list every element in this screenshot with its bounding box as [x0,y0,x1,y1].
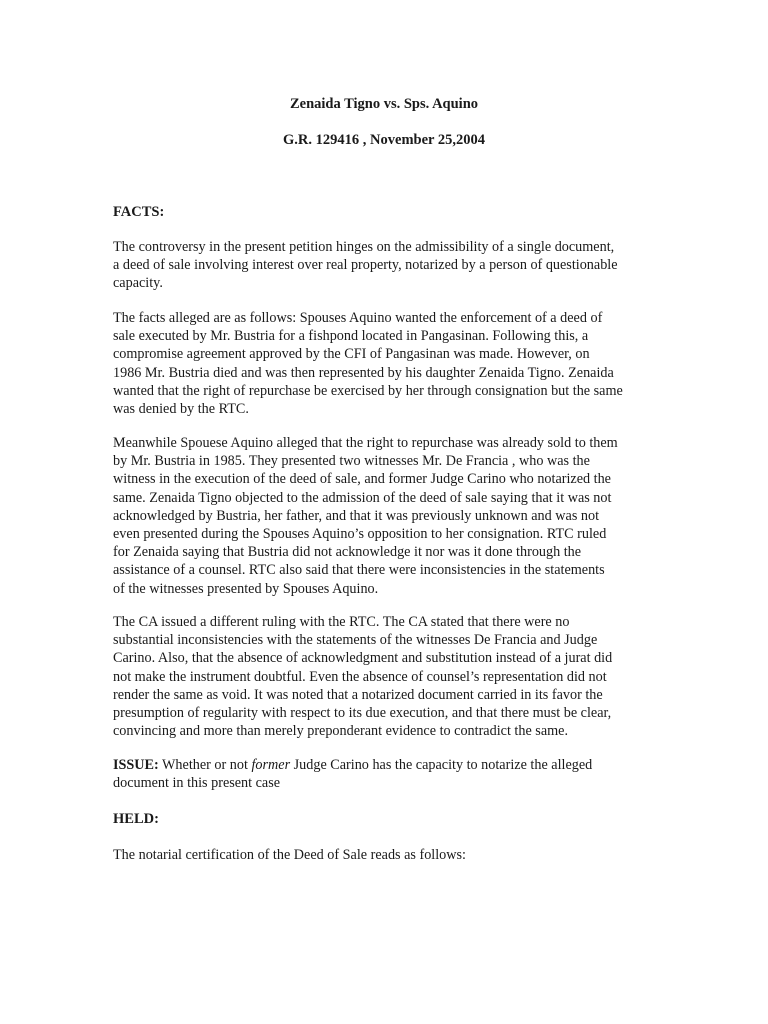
facts-heading: FACTS: [113,204,165,220]
facts-paragraph-3 [113,434,658,598]
held-paragraph-1 [113,846,658,864]
issue-paragraph [113,756,658,792]
text-line: The CA issued a different ruling with the RTC. The CA stated that there were no [113,614,570,630]
text-line: convincing and more than merely preponderant evidence to contradict the same. [113,723,569,740]
text-line: same. Zenaida Tigno objected to the admission of the deed of sale saying that it was not [113,489,612,506]
issue-label: ISSUE: [113,757,159,773]
case-number: G.R. 129416 , November 25,2004 [283,132,485,148]
facts-paragraph-2 [113,309,658,418]
text-line: Meanwhile Spouese Aquino alleged that the right to repurchase was already sold to them [113,435,618,451]
text-line: Carino. Also, that the absence of acknowledgment and substitution instead of a jurat did [113,650,613,667]
text-line: presumption of regularity with respect to its due execution, and that there must be clear, [113,705,612,722]
text-line: wanted that the right of repurchase be exercised by her through consignation but the same [113,382,623,399]
text-line: 1986 Mr. Bustria died and was then represented by his daughter Zenaida Tigno. Zenaida [113,364,614,381]
facts-paragraph-4 [113,613,658,740]
text-line: by Mr. Bustria in 1985. They presented two witnesses Mr. De Francia , who was the [113,453,590,470]
text-line: compromise agreement approved by the CFI of Pangasinan was made. However, on [113,346,590,363]
text-line: render the same as void. It was noted that a notarized document carried in its favor the [113,686,603,703]
text-line [113,756,658,774]
text-line: substantial inconsistencies with the statements of the witnesses De Francia and Judge [113,632,598,649]
text-line: capacity. [113,275,163,292]
text-line: document in this present case [113,775,281,792]
text-line: witness in the execution of the deed of sale, and former Judge Carino who notarized the [113,471,611,488]
held-heading: HELD: [113,811,159,827]
text-line: even presented during the Spouses Aquino’s opposition to her consignation. RTC ruled [113,526,607,543]
case-title: Zenaida Tigno vs. Sps. Aquino [289,96,479,112]
text-line: was denied by the RTC. [113,401,249,418]
text-line: a deed of sale involving interest over real property, notarized by a person of questionable [113,257,618,274]
text-line: sale executed by Mr. Bustria for a fishpond located in Pangasinan. Following this, a [113,328,589,345]
text-line: The facts alleged are as follows: Spouses Aquino wanted the enforcement of a deed of [113,310,603,326]
text-line: assistance of a counsel. RTC also said that there were inconsistencies in the statements [113,562,605,579]
text-line: The notarial certification of the Deed of Sale reads as follows: [113,847,466,863]
issue-text: Judge Carino has the capacity to notarize the alleged [290,757,593,773]
text-line: The controversy in the present petition hinges on the admissibility of a single document, [113,239,615,255]
issue-italic: former [251,757,291,773]
issue-text: Whether or not [158,757,252,773]
text-line: acknowledged by Bustria, her father, and that it was previously unknown and was not [113,507,600,524]
text-line: of the witnesses presented by Spouses Aquino. [113,580,379,597]
text-line: not make the instrument doubtful. Even the absence of counsel’s representation did not [113,668,607,685]
text-line: for Zenaida saying that Bustria did not acknowledge it nor was it done through the [113,544,582,561]
facts-paragraph-1 [113,238,658,293]
